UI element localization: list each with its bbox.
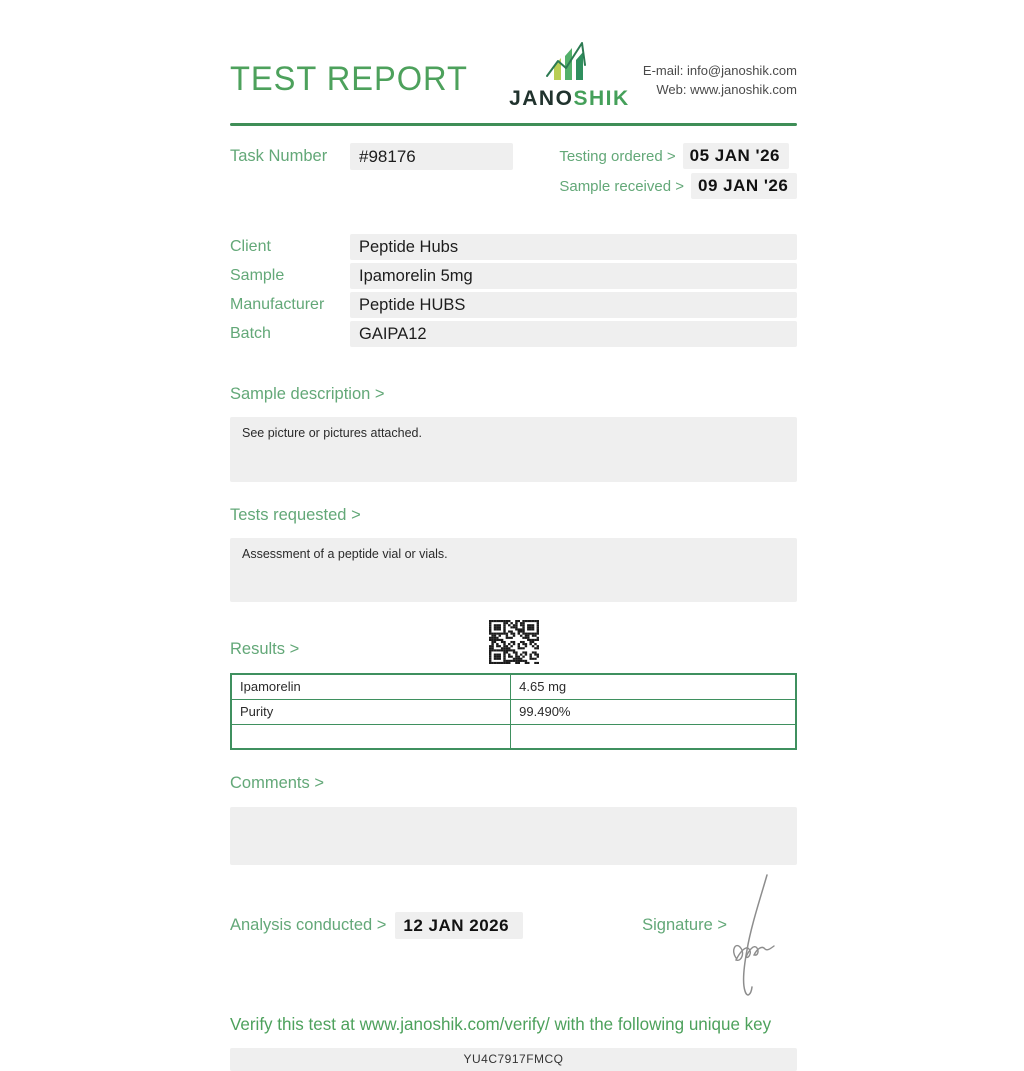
sample-received-row	[559, 173, 797, 199]
test-report-sheet	[230, 0, 797, 1071]
analysis-conducted-value: 12 JAN 2026	[395, 912, 523, 939]
report-header	[230, 0, 797, 111]
result-value: 4.65 mg	[511, 674, 796, 699]
results-section	[230, 640, 797, 750]
result-name: Ipamorelin	[231, 674, 511, 699]
info-fields	[230, 234, 797, 347]
manufacturer-row	[230, 292, 797, 318]
testing-ordered-row	[559, 143, 797, 169]
batch-value: GAIPA12	[350, 321, 797, 347]
result-name	[231, 724, 511, 749]
batch-label: Batch	[230, 325, 271, 342]
manufacturer-value: Peptide HUBS	[350, 292, 797, 318]
testing-ordered-label: Testing ordered >	[559, 147, 676, 165]
analysis-conducted-label: Analysis conducted >	[230, 916, 387, 934]
sample-received-label: Sample received >	[559, 177, 684, 195]
task-number-label: Task Number	[230, 147, 328, 165]
logo-text-green: SHIK	[573, 87, 630, 110]
result-name: Purity	[231, 699, 511, 724]
contact-email: E-mail: info@janoshik.com	[642, 63, 797, 78]
contact-info	[643, 62, 797, 100]
janoshik-logo	[509, 38, 630, 111]
result-value: 99.490%	[511, 699, 796, 724]
comments-body	[230, 807, 797, 865]
manufacturer-label: Manufacturer	[230, 296, 325, 313]
sample-row	[230, 263, 797, 289]
task-dates-row	[230, 143, 797, 199]
logo-text-dark: JANO	[509, 87, 574, 110]
sample-value: Ipamorelin 5mg	[350, 263, 797, 289]
testing-ordered-value: 05 JAN '26	[683, 143, 789, 169]
results-table	[230, 673, 797, 750]
signature-image	[721, 872, 783, 1000]
results-heading: Results >	[230, 640, 300, 658]
sample-received-value: 09 JAN '26	[691, 173, 797, 199]
sample-label: Sample	[230, 267, 285, 284]
sample-description-body: See picture or pictures attached.	[230, 417, 797, 482]
page-title: TEST REPORT	[230, 60, 468, 98]
client-value: Peptide Hubs	[350, 234, 797, 260]
header-divider	[230, 123, 797, 126]
table-row	[231, 699, 796, 724]
verify-text: Verify this test at www.janoshik.com/verify/ with the following unique key	[230, 1014, 772, 1034]
sample-description-heading: Sample description >	[230, 385, 385, 403]
table-row	[231, 674, 796, 699]
verify-key: YU4C7917FMCQ	[230, 1048, 797, 1071]
qr-code	[489, 620, 539, 664]
comments-heading: Comments >	[230, 774, 324, 792]
signature-label: Signature >	[642, 916, 727, 934]
batch-row	[230, 321, 797, 347]
contact-web: Web: www.janoshik.com	[656, 81, 797, 97]
dates-column	[559, 143, 797, 199]
bar-chart-logo-icon	[541, 38, 597, 89]
table-row	[231, 724, 796, 749]
client-label: Client	[230, 238, 271, 255]
tests-requested-heading: Tests requested >	[230, 506, 361, 524]
client-row	[230, 234, 797, 260]
logo-wordmark	[509, 87, 630, 111]
result-value	[511, 724, 796, 749]
tests-requested-body: Assessment of a peptide vial or vials.	[230, 538, 797, 602]
task-number-value: #98176	[350, 143, 513, 170]
analysis-signature-row	[230, 912, 797, 939]
